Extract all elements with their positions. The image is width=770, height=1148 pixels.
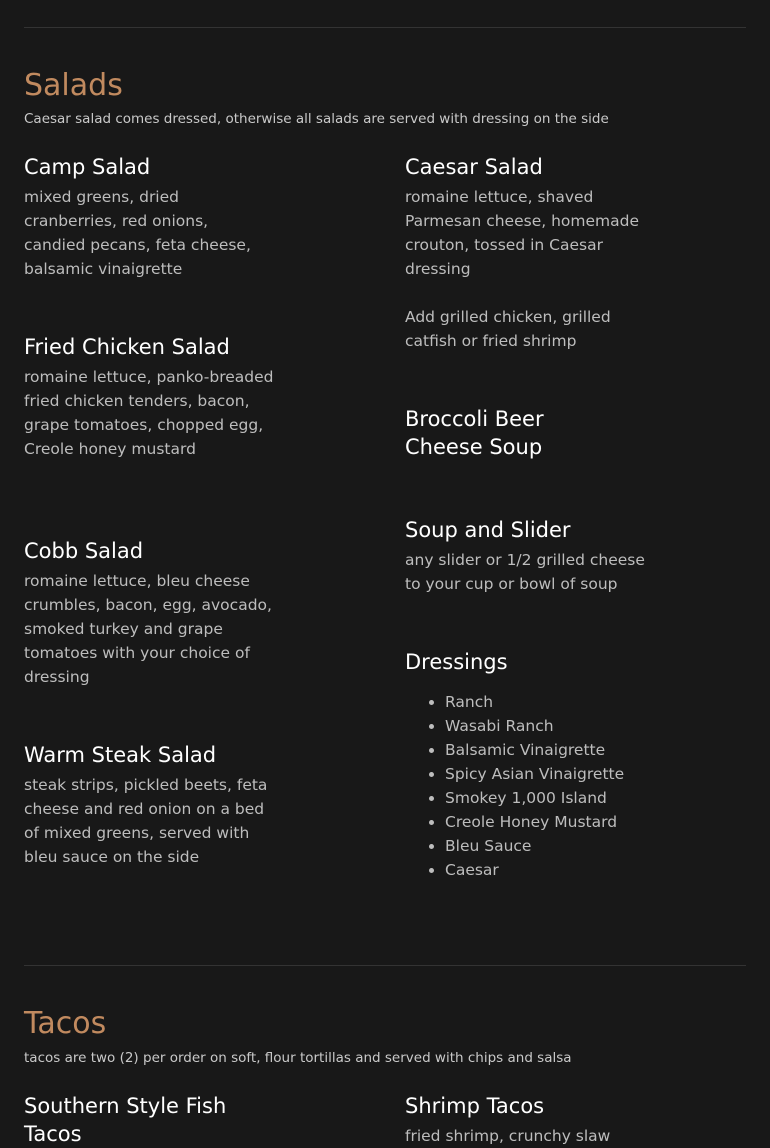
item-name: Fried Chicken Salad (24, 335, 230, 359)
list-item: • Caesar (445, 858, 705, 882)
list-item: • Spicy Asian Vinaigrette (445, 762, 705, 786)
item-name: Soup and Slider (405, 518, 571, 542)
item-name: Caesar Salad (405, 155, 543, 179)
menu-item-caesar-salad (405, 153, 655, 353)
menu-item-soup-and-slider (405, 516, 655, 596)
section-divider (24, 965, 746, 966)
menu-item-fried-chicken-salad (24, 333, 274, 461)
salads-section-title: Salads (24, 68, 123, 103)
menu-item-shrimp-tacos (405, 1092, 655, 1148)
dressings-title: Dressings (405, 650, 508, 674)
tacos-section-note: tacos are two (2) per order on soft, flour tortillas and served with chips and salsa (24, 1050, 572, 1066)
dressings-list (405, 690, 705, 882)
item-description: fried shrimp, crunchy slaw (405, 1127, 611, 1145)
item-name: Shrimp Tacos (405, 1094, 545, 1118)
item-description: steak strips, pickled beets, feta cheese and red onion on a bed of mixed greens, served with bleu sauce on the side (24, 776, 268, 866)
dressings-block (405, 648, 705, 882)
item-name: Camp Salad (24, 155, 151, 179)
item-name: Cobb Salad (24, 539, 144, 563)
list-item: • Bleu Sauce (445, 834, 705, 858)
list-item: • Balsamic Vinaigrette (445, 738, 705, 762)
list-item: • Ranch (445, 690, 705, 714)
item-description: romaine lettuce, shaved Parmesan cheese, homemade crouton, tossed in Caesar dressing (405, 188, 640, 278)
menu-item-cobb-salad (24, 537, 274, 689)
top-divider (24, 27, 746, 28)
menu-item-warm-steak-salad (24, 741, 274, 869)
list-item: • Wasabi Ranch (445, 714, 705, 738)
menu-item-broccoli-beer-cheese-soup (405, 405, 605, 461)
list-item: • Smokey 1,000 Island (445, 786, 705, 810)
item-description: romaine lettuce, bleu cheese crumbles, bacon, egg, avocado, smoked turkey and grape tomatoes with your choice of dressing (24, 572, 272, 686)
item-name: Broccoli Beer Cheese Soup (405, 407, 544, 459)
item-description: mixed greens, dried cranberries, red onions, candied pecans, feta cheese, balsamic vinaigrette (24, 188, 251, 278)
list-item: • Creole Honey Mustard (445, 810, 705, 834)
menu-item-camp-salad (24, 153, 274, 281)
item-add-on-note: Add grilled chicken, grilled catfish or fried shrimp (405, 308, 611, 350)
menu-item-southern-style-fish-tacos (24, 1092, 274, 1148)
item-name: Southern Style Fish Tacos (24, 1094, 227, 1146)
salads-section-note: Caesar salad comes dressed, otherwise all salads are served with dressing on the side (24, 111, 609, 127)
item-description: any slider or 1/2 grilled cheese to your cup or bowl of soup (405, 551, 645, 593)
item-description: romaine lettuce, panko-breaded fried chicken tenders, bacon, grape tomatoes, chopped egg, Creole honey mustard (24, 368, 274, 458)
tacos-section-title: Tacos (24, 1006, 107, 1041)
item-name: Warm Steak Salad (24, 743, 217, 767)
